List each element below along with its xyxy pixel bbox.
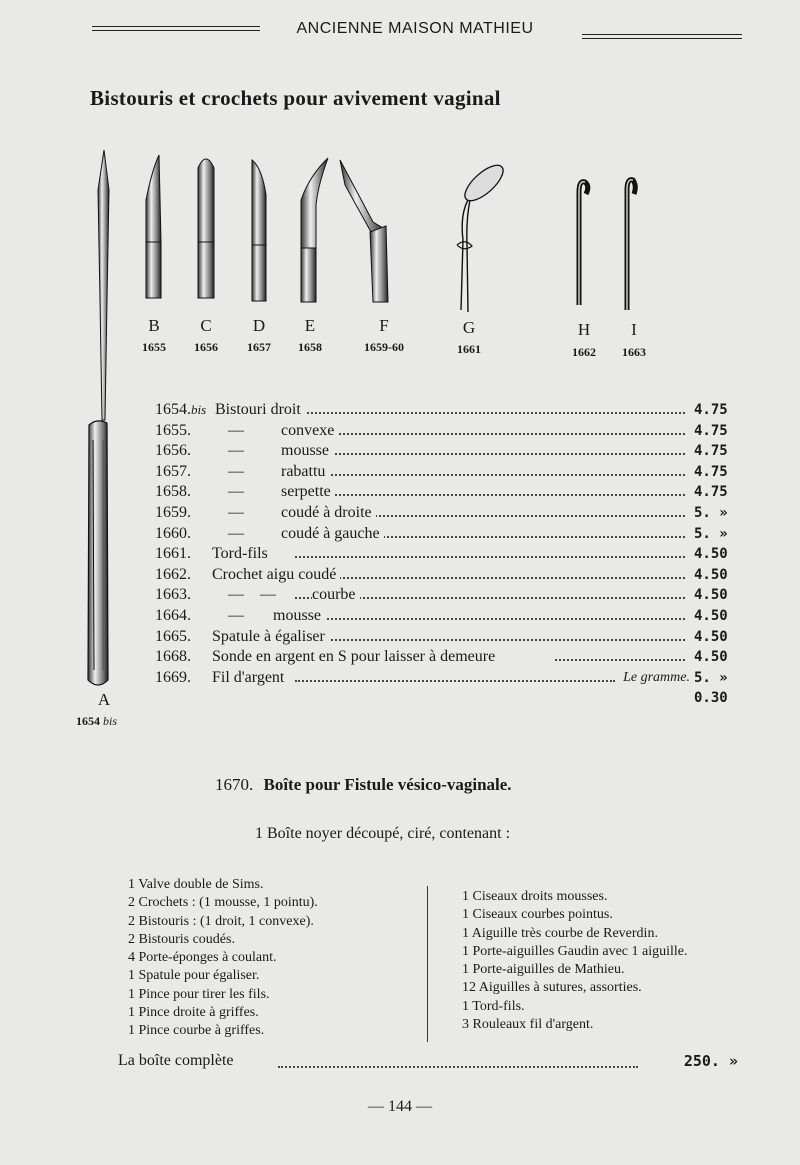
item-description: rabattu: [281, 462, 329, 482]
item-ditto: —: [228, 421, 244, 439]
item-number: 1662.: [155, 565, 191, 583]
instrument-a: [88, 150, 109, 685]
fig-number-d: 1657: [247, 340, 271, 354]
fig-letter-g: G: [462, 318, 476, 337]
item-description: serpette: [281, 482, 335, 502]
list-item: 1 Tord-fils.: [462, 998, 525, 1014]
list-item: 1 Aiguille très courbe de Reverdin.: [462, 925, 658, 941]
item-ditto: —: [228, 442, 244, 460]
box-complete-price: 250. »: [683, 1052, 738, 1070]
item-unit: Le gramme.: [619, 668, 690, 688]
list-item: 1 Ciseaux droits mousses.: [462, 889, 608, 904]
item-number: 1657.: [155, 462, 191, 480]
item-number: 1669.: [155, 668, 191, 686]
list-item: [155, 585, 745, 606]
instrument-h: [579, 182, 588, 305]
list-item: [155, 647, 745, 668]
instrument-g: [457, 160, 509, 312]
list-item: 1 Spatule pour égaliser.: [128, 968, 260, 984]
list-item: 1 Valve double de Sims.: [128, 877, 264, 892]
list-item: [155, 400, 745, 421]
item-description: Sonde en argent en S pour laisser à demeure: [212, 647, 499, 667]
list-item: 1 Porte-aiguilles de Mathieu.: [462, 962, 625, 978]
item-price: 4.75: [694, 402, 728, 418]
item-number: 1661.: [155, 545, 191, 563]
instrument-f: [340, 160, 388, 302]
list-item: 2 Crochets : (1 mousse, 1 pointu).: [128, 895, 318, 911]
item-price: 5. »: [694, 525, 728, 542]
list-item: [155, 503, 745, 524]
item-ditto: —: [228, 503, 244, 521]
item-ditto: —: [228, 606, 244, 624]
box-complete-row: [118, 1052, 738, 1070]
item-price: 4.50: [694, 607, 728, 624]
list-item: 2 Bistouris coudés.: [128, 931, 235, 947]
box-contents-right: [462, 888, 688, 1034]
section-title: Bistouris et crochets pour avivement vaginal: [90, 86, 501, 110]
item-description: Spatule à égaliser: [212, 627, 329, 647]
list-item: 3 Rouleaux fil d'argent.: [462, 1017, 594, 1033]
item-number: 1655.: [155, 421, 191, 439]
item-price: 4.50: [694, 628, 728, 645]
item-number: 1654.: [155, 401, 191, 418]
fig-number-g: 1661: [457, 342, 481, 356]
price-list: [155, 400, 745, 709]
fig-letter-i: I: [631, 320, 637, 339]
list-item: 1 Pince courbe à griffes.: [128, 1023, 265, 1039]
list-item: [155, 441, 745, 462]
list-item: 4 Porte-éponges à coulant.: [128, 950, 277, 966]
item-price: 4.50: [694, 649, 728, 666]
item-price: 4.75: [694, 463, 728, 480]
item-price: 4.75: [694, 484, 728, 501]
item-number-suffix: bis: [191, 402, 207, 417]
fig-letter-b: B: [148, 316, 160, 335]
item-description: coudé à droite: [281, 503, 376, 523]
list-item: 1 Pince droite à griffes.: [128, 1005, 259, 1021]
item-ditto: —: [228, 524, 244, 542]
fig-letter-f: F: [379, 316, 389, 335]
item-price: 4.75: [694, 422, 728, 439]
list-item: [155, 524, 745, 545]
fig-number-c: 1656: [194, 340, 218, 354]
item-ditto: — —: [228, 586, 276, 604]
item-number: 1658.: [155, 483, 191, 501]
item-number: 1660.: [155, 524, 191, 542]
list-item: 12 Aiguilles à sutures, assorties.: [462, 980, 642, 996]
item-description: Tord-fils: [212, 544, 272, 564]
list-item: [155, 565, 745, 586]
instrument-b: [146, 155, 161, 298]
fig-number-a: 1654 bis: [76, 714, 118, 728]
item-description: mousse: [273, 606, 325, 626]
item-number: 1664.: [155, 606, 191, 624]
box-number: 1670.: [215, 775, 254, 794]
item-description: convexe: [281, 421, 338, 441]
list-item: 2 Bistouris : (1 droit, 1 convexe).: [128, 913, 314, 929]
item-price: 4.75: [694, 443, 728, 460]
fig-number-f: 1659-60: [364, 340, 404, 354]
instrument-e: [301, 158, 328, 302]
list-item: [155, 544, 745, 565]
item-price: 5. »: [694, 504, 728, 521]
item-price: 4.50: [694, 587, 728, 604]
list-item: 1 Pince pour tirer les fils.: [128, 986, 270, 1002]
list-item: [155, 482, 745, 503]
item-number: 1668.: [155, 648, 191, 666]
fig-number-e: 1658: [298, 340, 322, 354]
column-divider: [427, 886, 428, 1042]
box-subtitle: 1 Boîte noyer découpé, ciré, contenant :: [255, 825, 511, 842]
instrument-d: [252, 160, 266, 301]
list-item: [155, 421, 745, 442]
box-title: [215, 775, 512, 795]
item-number: 1665.: [155, 627, 191, 645]
fig-letter-a: A: [97, 690, 111, 709]
item-ditto: —: [228, 462, 244, 480]
item-description: mousse: [281, 441, 333, 461]
item-description: courbe: [312, 585, 360, 605]
list-item: 1 Porte-aiguilles Gaudin avec 1 aiguille.: [462, 943, 688, 959]
fig-letter-h: H: [577, 320, 591, 339]
box-complete-label: La boîte complète: [118, 1052, 234, 1069]
item-number: 1656.: [155, 442, 191, 460]
item-description: Fil d'argent: [212, 668, 288, 688]
item-ditto: —: [228, 483, 244, 501]
list-item: 1 Ciseaux courbes pointus.: [462, 907, 613, 923]
item-price: 0.30: [694, 690, 728, 707]
fig-number-b: 1655: [142, 340, 166, 354]
item-number: 1663.: [155, 586, 191, 604]
item-price: 4.50: [694, 546, 728, 563]
list-item: [155, 668, 745, 689]
fig-number-h: 1662: [572, 345, 596, 359]
item-description: coudé à gauche: [281, 524, 384, 544]
list-item: [155, 627, 745, 648]
page-number: — 144 —: [368, 1098, 432, 1115]
header-title: ANCIENNE MAISON MATHIEU: [296, 20, 534, 37]
extra-price-row: [155, 688, 745, 709]
fig-letter-c: C: [200, 316, 212, 335]
item-description: Crochet aigu coudé: [212, 565, 340, 585]
item-number: 1659.: [155, 503, 191, 521]
fig-letter-e: E: [304, 316, 316, 335]
fig-letter-d: D: [252, 316, 266, 335]
fig-number-i: 1663: [622, 345, 646, 359]
item-description: Bistouri droit: [215, 400, 305, 420]
instrument-c: [198, 159, 214, 298]
instrument-i: [627, 180, 635, 310]
list-item: [155, 606, 745, 627]
list-item: [155, 462, 745, 483]
box-title-text: Boîte pour Fistule vésico-vaginale.: [263, 775, 512, 794]
item-price: 4.50: [694, 566, 728, 583]
box-contents-left: [128, 876, 318, 1041]
item-price: 5. »: [694, 669, 728, 686]
